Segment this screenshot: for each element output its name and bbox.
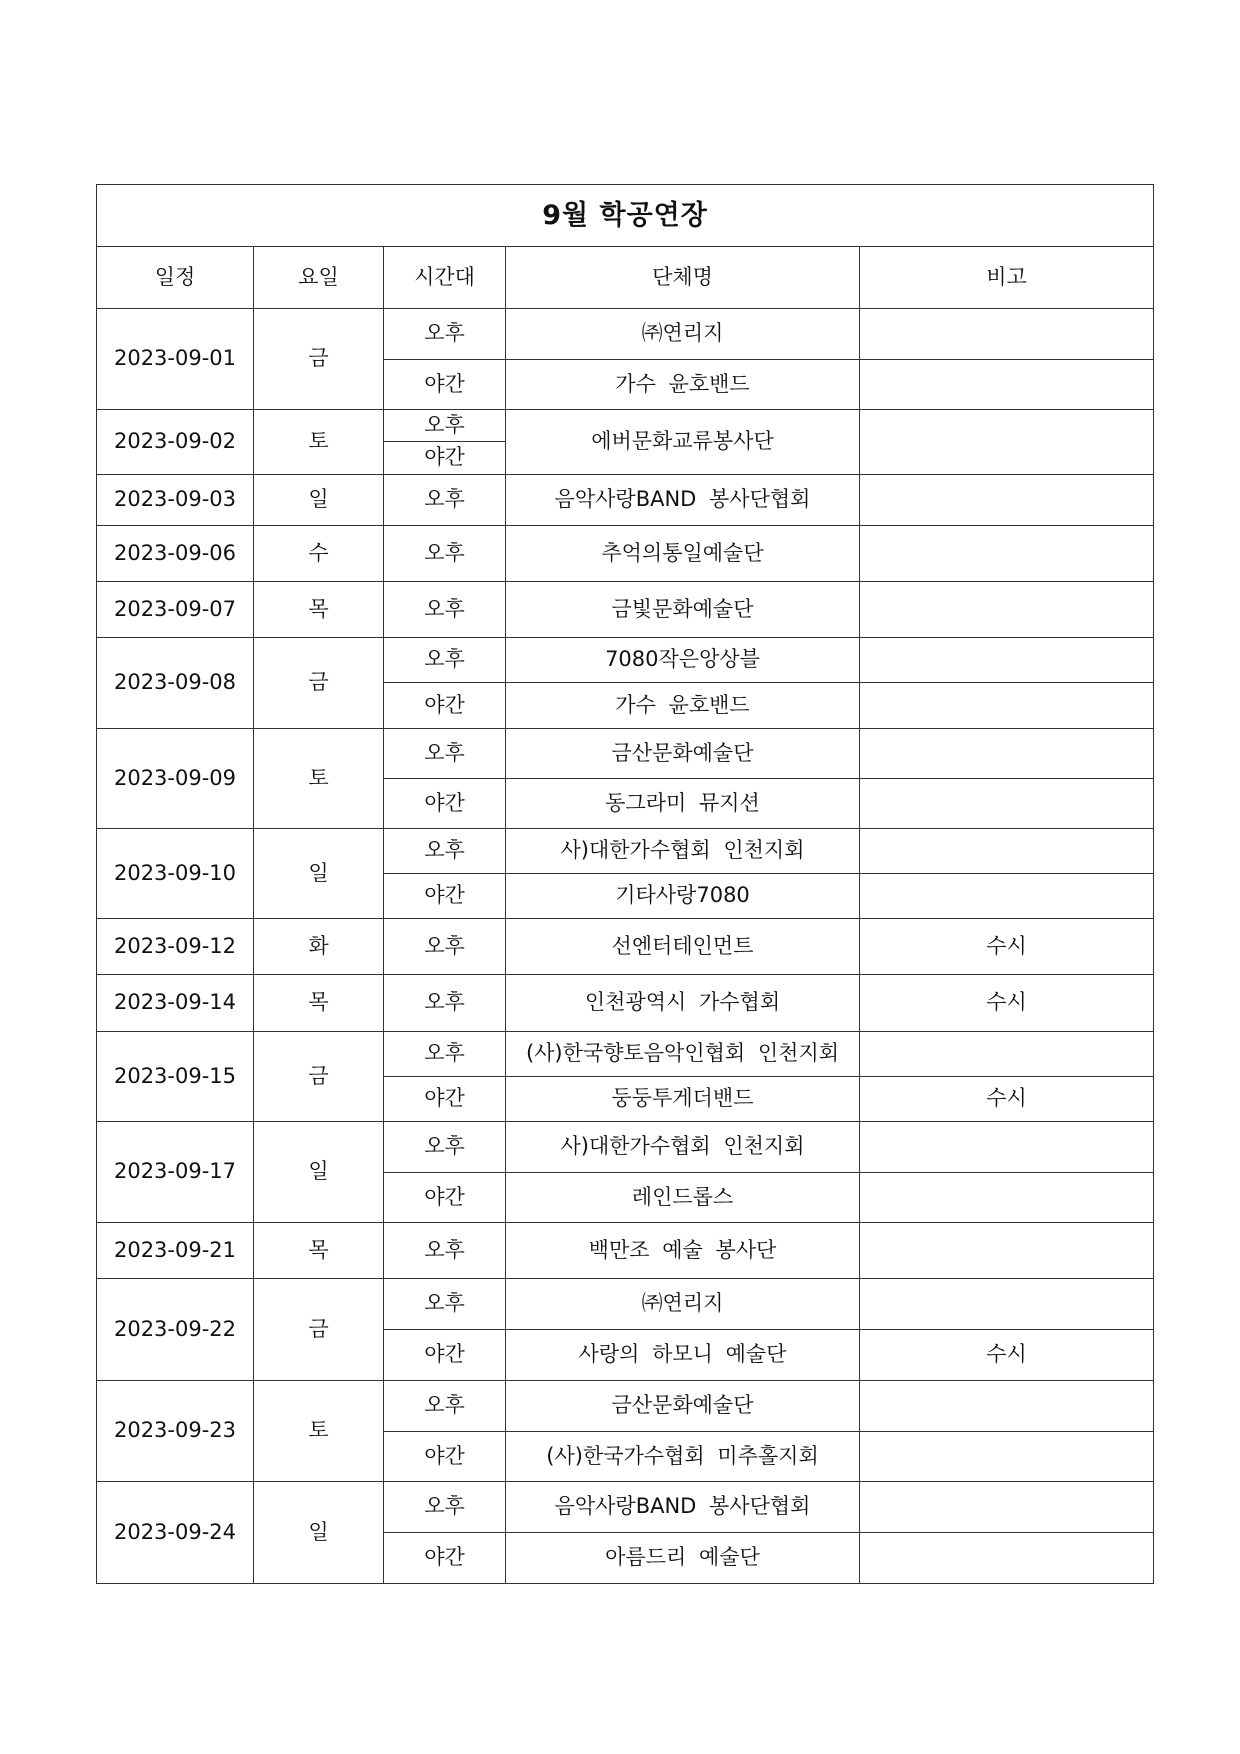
time-slot-cell: 오후 — [384, 1279, 506, 1330]
note-cell: 수시 — [860, 975, 1154, 1032]
group-name-cell: 기타사랑7080 — [506, 874, 860, 919]
schedule-table — [96, 184, 1154, 1584]
weekday-cell: 일 — [254, 1482, 384, 1584]
note-cell — [860, 582, 1154, 638]
note-cell: 수시 — [860, 919, 1154, 975]
table-row — [97, 475, 1154, 526]
note-cell — [860, 360, 1154, 410]
group-name-cell: ㈜연리지 — [506, 1279, 860, 1330]
table-row — [97, 410, 1154, 442]
time-slot-cell: 오후 — [384, 1122, 506, 1173]
group-name-cell: 음악사랑BAND 봉사단협회 — [506, 1482, 860, 1533]
time-slot-cell: 오후 — [384, 638, 506, 683]
time-slot-cell: 오후 — [384, 582, 506, 638]
table-row — [97, 1122, 1154, 1173]
page-title: 9월 학공연장 — [97, 185, 1154, 247]
date-cell: 2023-09-23 — [97, 1381, 254, 1482]
group-name-cell: 음악사랑BAND 봉사단협회 — [506, 475, 860, 526]
date-cell: 2023-09-09 — [97, 729, 254, 829]
time-slot-cell: 오후 — [384, 1381, 506, 1432]
table-row — [97, 829, 1154, 874]
weekday-cell: 금 — [254, 1279, 384, 1381]
time-slot-cell: 야간 — [384, 360, 506, 410]
group-name-cell: 백만조 예술 봉사단 — [506, 1223, 860, 1279]
date-cell: 2023-09-14 — [97, 975, 254, 1032]
header-day: 요일 — [254, 247, 384, 309]
note-cell — [860, 638, 1154, 683]
note-cell — [860, 1381, 1154, 1432]
date-cell: 2023-09-10 — [97, 829, 254, 919]
time-slot-cell: 야간 — [384, 1077, 506, 1122]
note-cell — [860, 1432, 1154, 1482]
group-name-cell: (사)한국가수협회 미추홀지회 — [506, 1432, 860, 1482]
table-row — [97, 1381, 1154, 1432]
weekday-cell: 금 — [254, 309, 384, 410]
weekday-cell: 토 — [254, 729, 384, 829]
date-cell: 2023-09-17 — [97, 1122, 254, 1223]
time-slot-cell: 오후 — [384, 729, 506, 779]
group-name-cell: 사)대한가수협회 인천지회 — [506, 829, 860, 874]
table-row — [97, 1279, 1154, 1330]
time-slot-cell: 야간 — [384, 1173, 506, 1223]
table-row — [97, 729, 1154, 779]
table-row — [97, 526, 1154, 582]
time-slot-cell: 오후 — [384, 1032, 506, 1077]
weekday-cell: 토 — [254, 1381, 384, 1482]
group-name-cell: 인천광역시 가수협회 — [506, 975, 860, 1032]
group-name-cell: 가수 윤호밴드 — [506, 360, 860, 410]
time-slot-cell: 야간 — [384, 779, 506, 829]
group-name-cell: 동그라미 뮤지션 — [506, 779, 860, 829]
weekday-cell: 목 — [254, 582, 384, 638]
weekday-cell: 화 — [254, 919, 384, 975]
note-cell: 수시 — [860, 1077, 1154, 1122]
header-note: 비고 — [860, 247, 1154, 309]
time-slot-cell: 오후 — [384, 410, 506, 442]
note-cell — [860, 475, 1154, 526]
date-cell: 2023-09-15 — [97, 1032, 254, 1122]
note-cell — [860, 526, 1154, 582]
note-cell — [860, 1533, 1154, 1584]
group-name-cell: (사)한국향토음악인협회 인천지회 — [506, 1032, 860, 1077]
table-row — [97, 1223, 1154, 1279]
weekday-cell: 일 — [254, 829, 384, 919]
date-cell: 2023-09-06 — [97, 526, 254, 582]
note-cell — [860, 683, 1154, 729]
date-cell: 2023-09-07 — [97, 582, 254, 638]
date-cell: 2023-09-02 — [97, 410, 254, 475]
group-name-cell: 금산문화예술단 — [506, 729, 860, 779]
time-slot-cell: 야간 — [384, 442, 506, 475]
note-cell — [860, 1482, 1154, 1533]
group-name-cell: 선엔터테인먼트 — [506, 919, 860, 975]
table-row — [97, 638, 1154, 683]
group-name-cell: 아름드리 예술단 — [506, 1533, 860, 1584]
note-cell — [860, 1223, 1154, 1279]
group-name-cell: 금산문화예술단 — [506, 1381, 860, 1432]
note-cell — [860, 779, 1154, 829]
time-slot-cell: 오후 — [384, 975, 506, 1032]
date-cell: 2023-09-01 — [97, 309, 254, 410]
note-cell: 수시 — [860, 1330, 1154, 1381]
date-cell: 2023-09-08 — [97, 638, 254, 729]
table-row — [97, 1032, 1154, 1077]
group-name-cell: 가수 윤호밴드 — [506, 683, 860, 729]
note-cell — [860, 729, 1154, 779]
time-slot-cell: 오후 — [384, 919, 506, 975]
group-name-cell: 레인드롭스 — [506, 1173, 860, 1223]
date-cell: 2023-09-03 — [97, 475, 254, 526]
time-slot-cell: 야간 — [384, 1432, 506, 1482]
weekday-cell: 일 — [254, 1122, 384, 1223]
header-date: 일정 — [97, 247, 254, 309]
weekday-cell: 수 — [254, 526, 384, 582]
group-name-cell: 금빛문화예술단 — [506, 582, 860, 638]
time-slot-cell: 오후 — [384, 475, 506, 526]
time-slot-cell: 야간 — [384, 1330, 506, 1381]
weekday-cell: 목 — [254, 1223, 384, 1279]
group-name-cell: 사랑의 하모니 예술단 — [506, 1330, 860, 1381]
note-cell — [860, 410, 1154, 475]
group-name-cell: 사)대한가수협회 인천지회 — [506, 1122, 860, 1173]
group-name-cell: 추억의통일예술단 — [506, 526, 860, 582]
weekday-cell: 금 — [254, 1032, 384, 1122]
weekday-cell: 금 — [254, 638, 384, 729]
weekday-cell: 목 — [254, 975, 384, 1032]
table-row — [97, 309, 1154, 360]
group-name-cell: 7080작은앙상블 — [506, 638, 860, 683]
date-cell: 2023-09-21 — [97, 1223, 254, 1279]
time-slot-cell: 야간 — [384, 874, 506, 919]
header-group: 단체명 — [506, 247, 860, 309]
date-cell: 2023-09-24 — [97, 1482, 254, 1584]
group-name-cell: ㈜연리지 — [506, 309, 860, 360]
time-slot-cell: 오후 — [384, 526, 506, 582]
time-slot-cell: 오후 — [384, 1482, 506, 1533]
table-row — [97, 582, 1154, 638]
weekday-cell: 토 — [254, 410, 384, 475]
note-cell — [860, 1032, 1154, 1077]
group-name-cell: 에버문화교류봉사단 — [506, 410, 860, 475]
note-cell — [860, 1173, 1154, 1223]
table-row — [97, 919, 1154, 975]
time-slot-cell: 오후 — [384, 1223, 506, 1279]
note-cell — [860, 1279, 1154, 1330]
date-cell: 2023-09-12 — [97, 919, 254, 975]
table-row — [97, 1482, 1154, 1533]
time-slot-cell: 오후 — [384, 829, 506, 874]
note-cell — [860, 874, 1154, 919]
table-row — [97, 975, 1154, 1032]
group-name-cell: 둥둥투게더밴드 — [506, 1077, 860, 1122]
note-cell — [860, 829, 1154, 874]
date-cell: 2023-09-22 — [97, 1279, 254, 1381]
header-row — [97, 247, 1154, 309]
weekday-cell: 일 — [254, 475, 384, 526]
time-slot-cell: 야간 — [384, 1533, 506, 1584]
time-slot-cell: 야간 — [384, 683, 506, 729]
header-time: 시간대 — [384, 247, 506, 309]
time-slot-cell: 오후 — [384, 309, 506, 360]
note-cell — [860, 309, 1154, 360]
note-cell — [860, 1122, 1154, 1173]
